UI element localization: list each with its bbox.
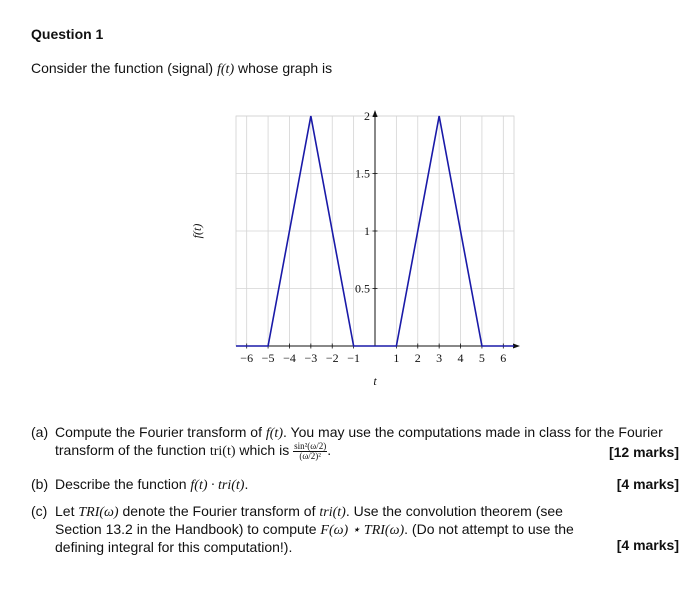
part-c-label: (c)	[31, 503, 48, 519]
question-title: Question 1	[31, 26, 104, 42]
x-tick-label: 3	[436, 351, 443, 365]
y-tick-label: 0.5	[355, 281, 370, 296]
part-c-expr2: tri(t)	[319, 505, 346, 520]
x-tick-label: 5	[478, 351, 485, 365]
part-a-text2: . You may use the computations made in class for the Fourier transform of the function	[55, 424, 663, 459]
part-a-text1: Compute the Fourier transform of	[55, 424, 262, 440]
part-a-func2: tri(t)	[209, 444, 236, 460]
part-b-expr: f(t) · tri(t)	[190, 478, 245, 493]
part-b-marks: [4 marks]	[616, 476, 679, 492]
intro-function: f(t)	[217, 62, 235, 77]
x-tick-label: 4	[457, 351, 464, 365]
y-tick-label: 1	[364, 224, 370, 238]
part-a-func1: f(t)	[265, 426, 283, 441]
part-c	[31, 503, 679, 556]
part-c-text1: Let	[55, 503, 75, 519]
part-a-text3: which is	[239, 442, 290, 459]
x-tick-label: −2	[325, 351, 339, 365]
part-c-expr1: TRI(ω)	[78, 505, 119, 520]
x-tick-label: −1	[347, 351, 361, 365]
x-tick-label: 6	[500, 351, 507, 365]
part-b-text1: Describe the function	[55, 476, 187, 492]
x-tick-label: −6	[240, 351, 254, 365]
x-tick-label: 2	[414, 351, 421, 365]
y-axis-label: f(t)	[190, 223, 204, 239]
part-a-label: (a)	[31, 424, 49, 440]
y-tick-label: 1.5	[355, 166, 370, 181]
intro-end: whose graph is	[238, 60, 333, 76]
fraction-numerator: sin²(ω/2)	[294, 441, 327, 451]
part-c-marks: [4 marks]	[616, 537, 679, 553]
part-c-text4: . (Do not attempt to use the defining integral for this computation!).	[55, 521, 574, 555]
x-tick-label: −3	[304, 351, 318, 365]
x-tick-label: 1	[393, 351, 400, 365]
x-axis-label: t	[373, 374, 377, 388]
part-c-text2: denote the Fourier transform of	[122, 503, 316, 519]
intro-text: Consider the function (signal)	[31, 60, 214, 76]
x-tick-label: −5	[261, 351, 275, 365]
part-a-text4: .	[327, 442, 332, 459]
x-axis-arrow	[513, 344, 520, 349]
part-a-fraction	[293, 442, 327, 461]
axes	[236, 110, 520, 349]
fraction-denominator: (ω/2)²	[299, 451, 321, 461]
part-c-expr3: F(ω) ⋆ TRI(ω)	[320, 523, 405, 538]
part-b-text2: .	[244, 476, 249, 492]
tick-labels	[240, 109, 506, 365]
y-tick-label: 2	[364, 109, 370, 123]
part-a-marks: [12 marks]	[608, 444, 679, 460]
part-c-text3: . Use the convolution theorem (see Section 13.2 in the Handbook) to compute	[55, 503, 563, 537]
part-a	[31, 424, 679, 461]
part-b	[31, 476, 679, 494]
x-tick-label: −4	[283, 351, 296, 365]
part-b-label: (b)	[31, 476, 49, 492]
